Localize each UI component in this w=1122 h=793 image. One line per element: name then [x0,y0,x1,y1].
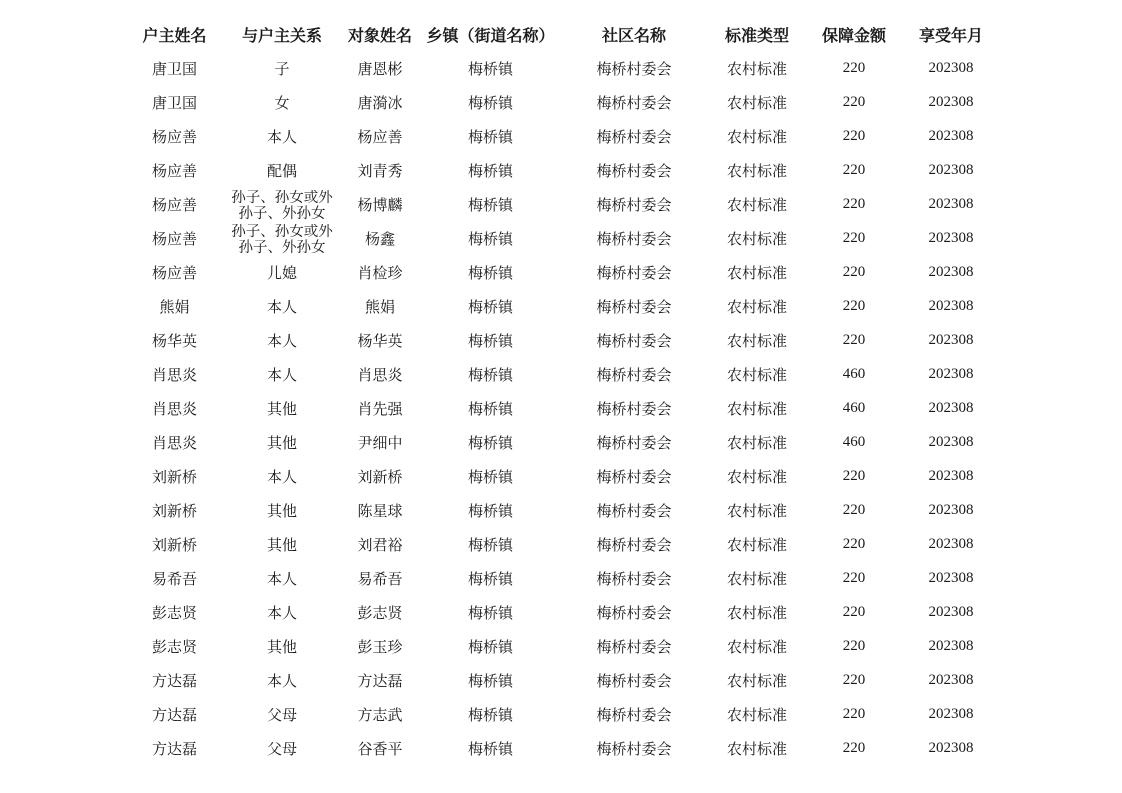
relationship-cell: 配偶 [266,161,297,180]
household-head-cell: 方达磊 [151,671,197,690]
town-cell: 梅桥镇 [467,365,513,384]
relief-recipient-table [124,17,1000,765]
town-cell: 梅桥镇 [467,59,513,78]
standard-type-cell: 农村标准 [726,331,787,350]
town-cell: 梅桥镇 [467,467,513,486]
recipient-name-cell: 肖思炎 [357,365,403,384]
community-cell: 梅桥村委会 [596,603,672,622]
recipient-name-cell: 彭玉珍 [357,637,403,656]
community-cell: 梅桥村委会 [596,263,672,282]
month-cell: 202308 [928,195,974,212]
table-body [124,51,1000,765]
amount-cell: 220 [842,127,866,144]
recipient-name-cell: 刘新桥 [357,467,403,486]
table-row [124,221,1000,255]
amount-cell: 220 [842,331,866,348]
recipient-name-cell: 刘青秀 [357,161,403,180]
relationship-cell: 其他 [266,501,297,520]
amount-cell: 220 [842,263,866,280]
recipient-name-cell: 谷香平 [357,739,403,758]
community-cell: 梅桥村委会 [596,93,672,112]
month-cell: 202308 [928,569,974,586]
month-cell: 202308 [928,59,974,76]
standard-type-cell: 农村标准 [726,739,787,758]
table-row [124,323,1000,357]
recipient-name-cell: 肖检珍 [357,263,403,282]
standard-type-cell: 农村标准 [726,195,787,214]
standard-type-cell: 农村标准 [726,705,787,724]
household-head-cell: 肖思炎 [151,399,197,418]
town-cell: 梅桥镇 [467,127,513,146]
household-head-cell: 杨应善 [151,161,197,180]
relationship-wrapped-text: 孙子、孙女或外孙子、外孙女 [231,224,333,254]
amount-cell: 220 [842,161,866,178]
col-header-recipient-name: 对象姓名 [347,25,412,45]
standard-type-cell: 农村标准 [726,297,787,316]
table-row [124,595,1000,629]
household-head-cell: 肖思炎 [151,433,197,452]
town-cell: 梅桥镇 [467,569,513,588]
table-row [124,391,1000,425]
town-cell: 梅桥镇 [467,229,513,248]
community-cell: 梅桥村委会 [596,161,672,180]
month-cell: 202308 [928,671,974,688]
household-head-cell: 杨华英 [151,331,197,350]
recipient-name-cell: 唐恩彬 [357,59,403,78]
household-head-cell: 杨应善 [151,263,197,282]
community-cell: 梅桥村委会 [596,671,672,690]
col-header-standard-type: 标准类型 [724,25,789,45]
recipient-name-cell: 方达磊 [357,671,403,690]
month-cell: 202308 [928,433,974,450]
month-cell: 202308 [928,501,974,518]
table-row [124,153,1000,187]
month-cell: 202308 [928,535,974,552]
month-cell: 202308 [928,161,974,178]
amount-cell: 220 [842,603,866,620]
town-cell: 梅桥镇 [467,399,513,418]
month-cell: 202308 [928,229,974,246]
month-cell: 202308 [928,93,974,110]
household-head-cell: 方达磊 [151,705,197,724]
town-cell: 梅桥镇 [467,195,513,214]
household-head-cell: 杨应善 [151,229,197,248]
town-cell: 梅桥镇 [467,93,513,112]
relationship-cell: 子 [274,59,290,78]
town-cell: 梅桥镇 [467,297,513,316]
table-row [124,663,1000,697]
community-cell: 梅桥村委会 [596,637,672,656]
amount-cell: 460 [842,433,866,450]
col-header-town: 乡镇（街道名称） [426,25,555,45]
recipient-name-cell: 彭志贤 [357,603,403,622]
town-cell: 梅桥镇 [467,705,513,724]
month-cell: 202308 [928,297,974,314]
amount-cell: 220 [842,59,866,76]
amount-cell: 220 [842,637,866,654]
household-head-cell: 刘新桥 [151,501,197,520]
household-head-cell: 刘新桥 [151,467,197,486]
household-head-cell: 彭志贤 [151,603,197,622]
community-cell: 梅桥村委会 [596,399,672,418]
amount-cell: 220 [842,535,866,552]
relationship-cell: 本人 [266,569,297,588]
relationship-cell: 父母 [266,705,297,724]
community-cell: 梅桥村委会 [596,229,672,248]
month-cell: 202308 [928,331,974,348]
recipient-name-cell: 唐漪冰 [357,93,403,112]
household-head-cell: 方达磊 [151,739,197,758]
col-header-relationship: 与户主关系 [241,25,322,45]
standard-type-cell: 农村标准 [726,127,787,146]
table-row [124,425,1000,459]
town-cell: 梅桥镇 [467,739,513,758]
community-cell: 梅桥村委会 [596,501,672,520]
amount-cell: 220 [842,93,866,110]
town-cell: 梅桥镇 [467,263,513,282]
household-head-cell: 彭志贤 [151,637,197,656]
community-cell: 梅桥村委会 [596,467,672,486]
community-cell: 梅桥村委会 [596,59,672,78]
table-row [124,85,1000,119]
household-head-cell: 刘新桥 [151,535,197,554]
town-cell: 梅桥镇 [467,603,513,622]
table-row [124,527,1000,561]
town-cell: 梅桥镇 [467,637,513,656]
amount-cell: 220 [842,671,866,688]
town-cell: 梅桥镇 [467,161,513,180]
standard-type-cell: 农村标准 [726,399,787,418]
relationship-cell: 本人 [266,671,297,690]
recipient-name-cell: 熊娟 [364,297,395,316]
table-row [124,697,1000,731]
household-head-cell: 唐卫国 [151,59,197,78]
recipient-name-cell: 杨博麟 [357,195,403,214]
month-cell: 202308 [928,603,974,620]
town-cell: 梅桥镇 [467,535,513,554]
table-row [124,561,1000,595]
standard-type-cell: 农村标准 [726,637,787,656]
amount-cell: 220 [842,739,866,756]
household-head-cell: 熊娟 [159,297,190,316]
standard-type-cell: 农村标准 [726,93,787,112]
relationship-cell: 本人 [266,127,297,146]
month-cell: 202308 [928,637,974,654]
table-row [124,119,1000,153]
relationship-cell: 本人 [266,467,297,486]
month-cell: 202308 [928,365,974,382]
community-cell: 梅桥村委会 [596,569,672,588]
standard-type-cell: 农村标准 [726,501,787,520]
relationship-cell: 其他 [266,399,297,418]
table-row [124,187,1000,221]
standard-type-cell: 农村标准 [726,603,787,622]
standard-type-cell: 农村标准 [726,263,787,282]
amount-cell: 220 [842,501,866,518]
amount-cell: 220 [842,297,866,314]
recipient-name-cell: 方志武 [357,705,403,724]
relationship-cell [225,187,339,221]
table-row [124,357,1000,391]
relationship-cell: 其他 [266,637,297,656]
amount-cell: 220 [842,569,866,586]
community-cell: 梅桥村委会 [596,127,672,146]
recipient-name-cell: 刘君裕 [357,535,403,554]
recipient-name-cell: 杨华英 [357,331,403,350]
community-cell: 梅桥村委会 [596,705,672,724]
community-cell: 梅桥村委会 [596,331,672,350]
town-cell: 梅桥镇 [467,433,513,452]
table-row [124,289,1000,323]
household-head-cell: 唐卫国 [151,93,197,112]
relationship-cell: 其他 [266,535,297,554]
community-cell: 梅桥村委会 [596,297,672,316]
recipient-name-cell: 肖先强 [357,399,403,418]
community-cell: 梅桥村委会 [596,365,672,384]
table-row [124,51,1000,85]
relationship-cell: 女 [274,93,290,112]
household-head-cell: 杨应善 [151,195,197,214]
amount-cell: 460 [842,399,866,416]
header-row [124,17,1000,51]
standard-type-cell: 农村标准 [726,365,787,384]
month-cell: 202308 [928,263,974,280]
town-cell: 梅桥镇 [467,671,513,690]
month-cell: 202308 [928,467,974,484]
table-row [124,629,1000,663]
household-head-cell: 肖思炎 [151,365,197,384]
standard-type-cell: 农村标准 [726,569,787,588]
table-row [124,493,1000,527]
amount-cell: 460 [842,365,866,382]
amount-cell: 220 [842,705,866,722]
recipient-name-cell: 陈星球 [357,501,403,520]
amount-cell: 220 [842,195,866,212]
relationship-cell: 本人 [266,365,297,384]
recipient-name-cell: 尹细中 [357,433,403,452]
recipient-name-cell: 易希吾 [357,569,403,588]
relationship-cell: 本人 [266,603,297,622]
month-cell: 202308 [928,399,974,416]
town-cell: 梅桥镇 [467,501,513,520]
amount-cell: 220 [842,467,866,484]
standard-type-cell: 农村标准 [726,433,787,452]
recipient-name-cell: 杨鑫 [364,229,395,248]
relationship-wrapped-text: 孙子、孙女或外孙子、外孙女 [231,190,333,220]
standard-type-cell: 农村标准 [726,467,787,486]
household-head-cell: 易希吾 [151,569,197,588]
standard-type-cell: 农村标准 [726,161,787,180]
standard-type-cell: 农村标准 [726,229,787,248]
month-cell: 202308 [928,739,974,756]
amount-cell: 220 [842,229,866,246]
relationship-cell [225,221,339,255]
household-head-cell: 杨应善 [151,127,197,146]
relationship-cell: 本人 [266,297,297,316]
relationship-cell: 本人 [266,331,297,350]
standard-type-cell: 农村标准 [726,535,787,554]
recipient-name-cell: 杨应善 [357,127,403,146]
col-header-household-head: 户主姓名 [142,25,207,45]
month-cell: 202308 [928,127,974,144]
town-cell: 梅桥镇 [467,331,513,350]
community-cell: 梅桥村委会 [596,535,672,554]
col-header-month: 享受年月 [918,25,983,45]
community-cell: 梅桥村委会 [596,195,672,214]
relationship-cell: 其他 [266,433,297,452]
table-row [124,731,1000,765]
col-header-amount: 保障金额 [821,25,886,45]
table-row [124,459,1000,493]
relationship-cell: 儿媳 [266,263,297,282]
month-cell: 202308 [928,705,974,722]
table-row [124,255,1000,289]
community-cell: 梅桥村委会 [596,739,672,758]
relationship-cell: 父母 [266,739,297,758]
standard-type-cell: 农村标准 [726,59,787,78]
col-header-community: 社区名称 [601,25,666,45]
standard-type-cell: 农村标准 [726,671,787,690]
community-cell: 梅桥村委会 [596,433,672,452]
